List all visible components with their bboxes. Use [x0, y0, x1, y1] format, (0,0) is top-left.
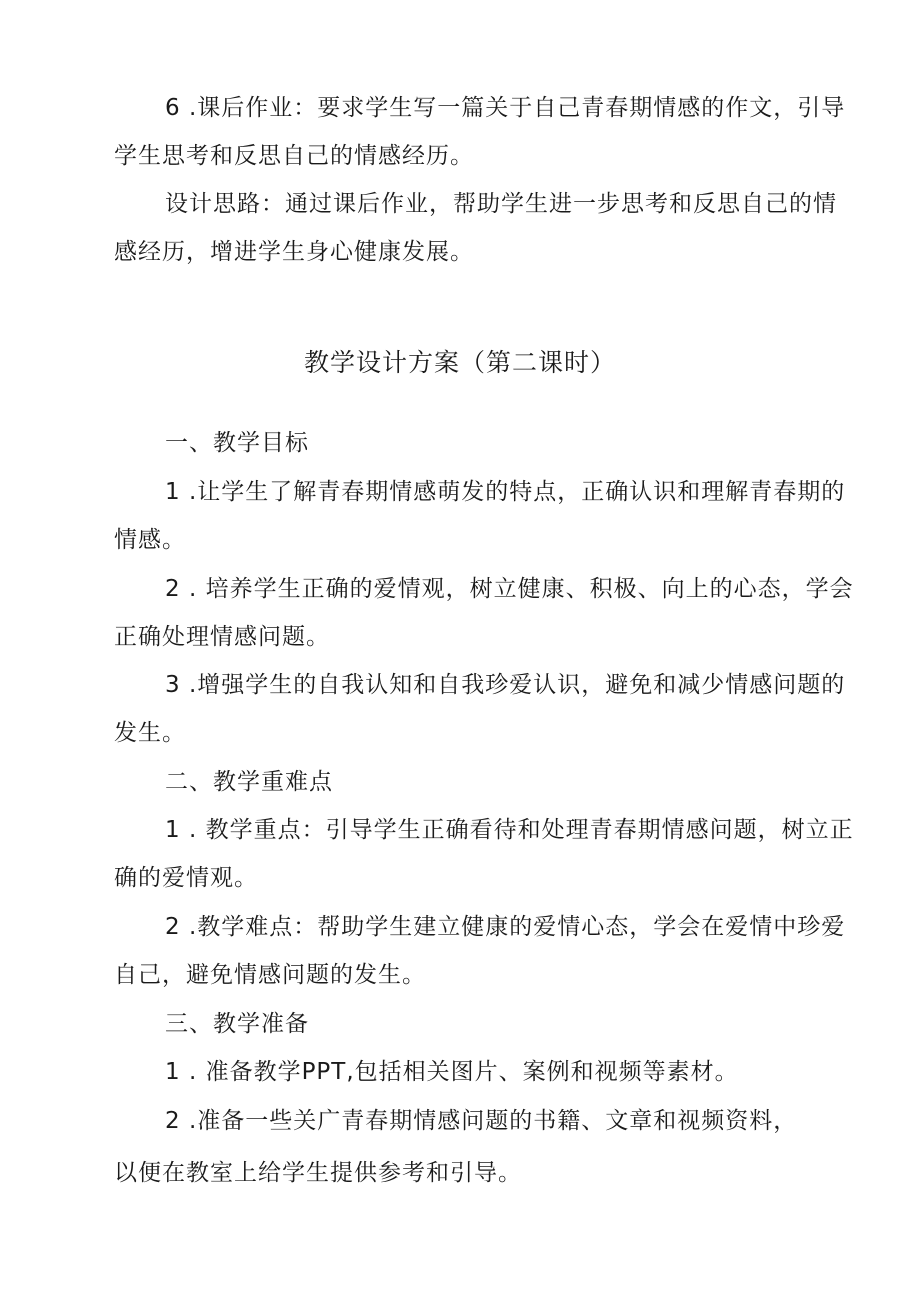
- homework-item-line1: 6 .课后作业：要求学生写一篇关于自己青春期情感的作文，引导: [165, 95, 846, 121]
- goal-item-1-line2: 情感。: [114, 527, 186, 553]
- key-points-heading: 二、教学重难点: [165, 769, 333, 795]
- goal-item-2-line1: 2 . 培养学生正确的爱情观，树立健康、积极、向上的心态，学会: [165, 576, 854, 602]
- preparation-heading: 三、教学准备: [165, 1011, 309, 1037]
- key-point-2-line1: 2 .教学难点：帮助学生建立健康的爱情心态，学会在爱情中珍爱: [165, 914, 846, 940]
- goals-heading: 一、教学目标: [165, 430, 309, 456]
- section-title: 教学设计方案（第二课时）: [303, 348, 616, 377]
- preparation-item-1: 1 . 准备教学PPT,包括相关图片、案例和视频等素材。: [165, 1059, 739, 1085]
- key-point-1-line2: 确的爱情观。: [114, 865, 258, 891]
- key-point-1-line1: 1 . 教学重点：引导学生正确看待和处理青春期情感问题，树立正: [165, 817, 854, 843]
- design-idea-line1: 设计思路：通过课后作业，帮助学生进一步思考和反思自己的情: [165, 191, 837, 217]
- goal-item-1-line1: 1 .让学生了解青春期情感萌发的特点，正确认识和理解青春期的: [165, 479, 846, 505]
- key-point-2-line2: 自己，避免情感问题的发生。: [114, 962, 426, 988]
- preparation-item-2-line1: 2 .准备一些关广青春期情感问题的书籍、文章和视频资料，: [165, 1108, 798, 1134]
- goal-item-3-line2: 发生。: [114, 720, 186, 746]
- preparation-item-2-line2: 以便在教室上给学生提供参考和引导。: [114, 1160, 522, 1186]
- goal-item-2-line2: 正确处理情感问题。: [114, 624, 330, 650]
- design-idea-line2: 感经历，增进学生身心健康发展。: [114, 239, 474, 265]
- homework-item-line2: 学生思考和反思自己的情感经历。: [114, 143, 474, 169]
- goal-item-3-line1: 3 .增强学生的自我认知和自我珍爱认识，避免和减少情感问题的: [165, 672, 846, 698]
